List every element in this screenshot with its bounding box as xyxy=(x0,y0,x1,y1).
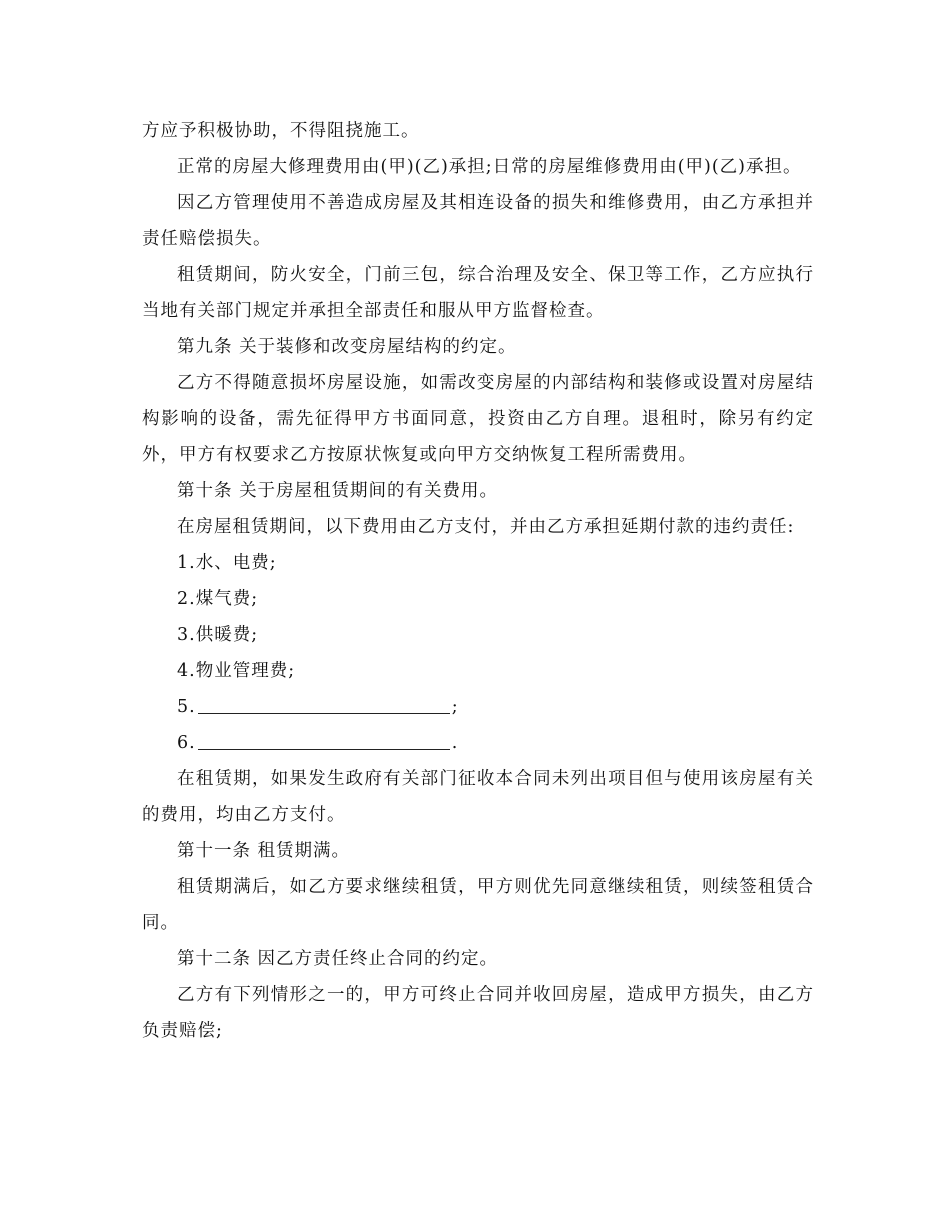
fill-in-blank-line[interactable] xyxy=(198,727,450,750)
paragraph-16: 租赁期满后，如乙方要求继续租赁，甲方则优先同意继续租赁，则续签租赁合同。 xyxy=(142,877,814,933)
list-item-2: 2.煤气费; xyxy=(177,589,259,609)
article-12-heading: 第十二条 因乙方责任终止合同的约定。 xyxy=(177,949,499,969)
paragraph-3: 租赁期间，防火安全，门前三包，综合治理及安全、保卫等工作，乙方应执行当地有关部门规定并承担全部责任和服从甲方监督检查。 xyxy=(142,265,814,321)
paragraph-1: 正常的房屋大修理费用由(甲)(乙)承担;日常的房屋维修费用由(甲)(乙)承担。 xyxy=(177,157,802,177)
document-body xyxy=(142,113,814,1049)
list-item-6-suffix: . xyxy=(451,733,459,753)
list-item-5 xyxy=(142,689,814,725)
article-9-heading: 第九条 关于装修和改变房屋结构的约定。 xyxy=(177,337,517,357)
paragraph-0: 方应予积极协助，不得阻挠施工。 xyxy=(142,121,420,141)
paragraph-2: 因乙方管理使用不善造成房屋及其相连设备的损失和维修费用，由乙方承担并责任赔偿损失。 xyxy=(142,193,814,249)
list-item-4: 4.物业管理费; xyxy=(177,661,296,681)
article-11-heading: 第十一条 租赁期满。 xyxy=(177,841,351,861)
list-item-6-number: 6. xyxy=(177,733,196,753)
list-item-5-number: 5. xyxy=(177,697,196,717)
article-10-heading: 第十条 关于房屋租赁期间的有关费用。 xyxy=(177,481,499,501)
list-item-6 xyxy=(142,725,814,761)
list-item-5-suffix: ; xyxy=(451,697,459,717)
paragraph-7: 在房屋租赁期间，以下费用由乙方支付，并由乙方承担延期付款的违约责任: xyxy=(177,517,795,537)
fill-in-blank-line[interactable] xyxy=(198,691,450,714)
list-item-3: 3.供暖费; xyxy=(177,625,259,645)
list-item-1: 1.水、电费; xyxy=(177,553,277,573)
paragraph-18: 乙方有下列情形之一的，甲方可终止合同并收回房屋，造成甲方损失，由乙方负责赔偿; xyxy=(142,985,814,1041)
paragraph-14: 在租赁期，如果发生政府有关部门征收本合同未列出项目但与使用该房屋有关的费用，均由乙方支付。 xyxy=(142,769,814,825)
paragraph-5: 乙方不得随意损坏房屋设施，如需改变房屋的内部结构和装修或设置对房屋结构影响的设备，需先征得甲方书面同意，投资由乙方自理。退租时，除另有约定外，甲方有权要求乙方按原状恢复或向甲方交纳恢复工程所需费用。 xyxy=(142,373,814,465)
